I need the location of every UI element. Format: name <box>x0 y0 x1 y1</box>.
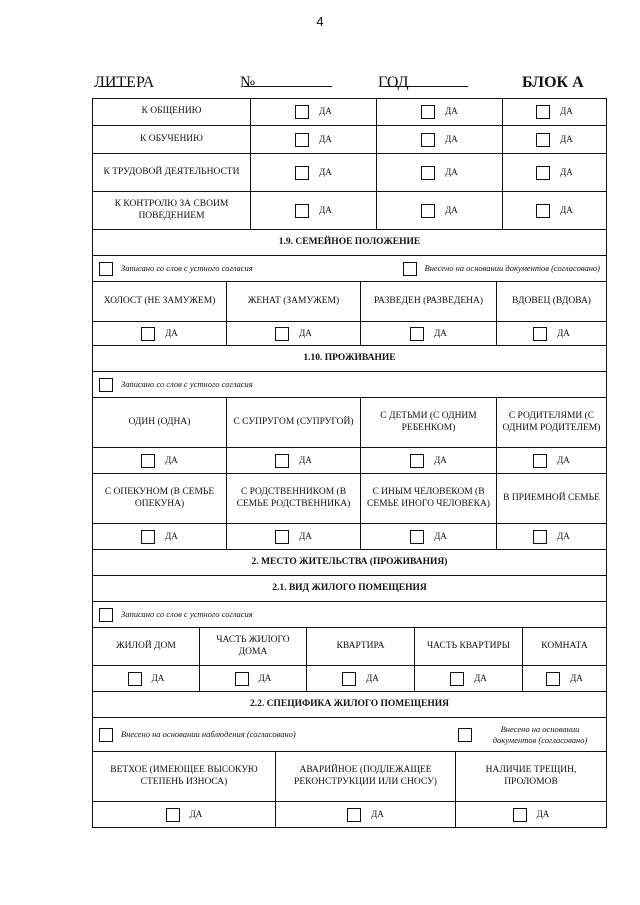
yes-label: ДА <box>165 454 178 465</box>
source-row <box>92 718 607 752</box>
ability-row <box>92 126 607 154</box>
living-yes-row <box>92 448 607 474</box>
documents-checkbox[interactable] <box>403 262 417 276</box>
oral-consent-label: Записано со слов с устного согласия <box>121 263 253 274</box>
yes-checkbox[interactable] <box>533 530 547 544</box>
ability-row <box>92 98 607 126</box>
living-options-row <box>92 474 607 524</box>
yes-checkbox[interactable] <box>513 808 527 822</box>
section-header <box>92 576 607 602</box>
option-label: ЧАСТЬ КВАРТИРЫ <box>415 628 523 665</box>
yes-checkbox[interactable] <box>235 672 249 686</box>
option-label: С РОДСТВЕННИКОМ (В СЕМЬЕ РОДСТВЕННИКА) <box>227 474 361 523</box>
option-label: ЧАСТЬ ЖИЛОГО ДОМА <box>200 628 307 665</box>
yes-label: ДА <box>445 166 458 177</box>
ability-row <box>92 192 607 230</box>
yes-label: ДА <box>189 808 203 819</box>
section-header <box>92 346 607 372</box>
yes-checkbox[interactable] <box>166 808 180 822</box>
yes-label: ДА <box>445 133 458 144</box>
yes-label: ДА <box>319 133 332 144</box>
litera-label: ЛИТЕРА <box>94 74 155 91</box>
documents-label: Внесено на основании документов (согласовано) <box>492 723 588 745</box>
option-label: В ПРИЕМНОЙ СЕМЬЕ <box>503 492 600 503</box>
yes-label: ДА <box>557 454 570 465</box>
section-title: 1.9. СЕМЕЙНОЕ ПОЛОЖЕНИЕ <box>278 236 421 247</box>
oral-consent-checkbox[interactable] <box>99 378 113 392</box>
section-title: 2. МЕСТО ЖИТЕЛЬСТВА (ПРОЖИВАНИЯ) <box>251 556 448 567</box>
number-label: № <box>240 74 256 91</box>
option-label: КВАРТИРА <box>307 628 415 665</box>
option-label: ОДИН (ОДНА) <box>93 398 227 447</box>
form-header <box>94 74 606 94</box>
yes-label: ДА <box>474 672 487 683</box>
yes-label: ДА <box>560 106 573 117</box>
yes-label: ДА <box>299 454 312 465</box>
yes-label: ДА <box>570 672 583 683</box>
yes-label: ДА <box>319 204 332 215</box>
option-label: С ОПЕКУНОМ (В СЕМЬЕ ОПЕКУНА) <box>93 474 227 523</box>
yes-label: ДА <box>299 530 312 541</box>
yes-label: ДА <box>536 808 550 819</box>
yes-label: ДА <box>560 166 573 177</box>
year-label: ГОД <box>378 74 409 91</box>
spec-options-row <box>92 752 607 802</box>
option-label: НАЛИЧИЕ ТРЕЩИН, ПРОЛОМОВ <box>485 764 577 787</box>
option-label: ЖЕНАТ (ЗАМУЖЕМ) <box>227 282 361 321</box>
family-options-row <box>92 282 607 322</box>
yes-label: ДА <box>258 672 272 683</box>
option-label: РАЗВЕДЕН (РАЗВЕДЕНА) <box>361 282 497 321</box>
option-label: С ИНЫМ ЧЕЛОВЕКОМ (В СЕМЬЕ ИНОГО ЧЕЛОВЕКА) <box>361 474 497 523</box>
option-label: С ДЕТЬМИ (С ОДНИМ РЕБЕНКОМ) <box>361 398 497 447</box>
option-label: ХОЛОСТ (НЕ ЗАМУЖЕМ) <box>93 282 227 321</box>
option-label: АВАРИЙНОЕ (ПОДЛЕЖАЩЕЕ РЕКОНСТРУКЦИИ ИЛИ СНОСУ) <box>276 752 456 801</box>
ability-row <box>92 154 607 192</box>
yes-checkbox[interactable] <box>536 166 550 180</box>
option-label: ВЕТХОЕ (ИМЕЮЩЕЕ ВЫСОКУЮ СТЕПЕНЬ ИЗНОСА) <box>93 752 276 801</box>
living-yes-row <box>92 524 607 550</box>
yes-checkbox[interactable] <box>295 133 309 147</box>
yes-checkbox[interactable] <box>450 672 464 686</box>
yes-checkbox[interactable] <box>342 672 356 686</box>
yes-label: ДА <box>319 166 332 177</box>
documents-checkbox[interactable] <box>458 728 472 742</box>
yes-label: ДА <box>299 327 312 338</box>
yes-label: ДА <box>434 327 447 338</box>
yes-label: ДА <box>434 454 447 465</box>
yes-checkbox[interactable] <box>128 672 142 686</box>
yes-label: ДА <box>445 106 458 117</box>
yes-checkbox[interactable] <box>533 327 547 341</box>
ability-label: К ТРУДОВОЙ ДЕЯТЕЛЬНОСТИ <box>93 154 251 191</box>
documents-label: Внесено на основании документов (согласовано) <box>424 263 600 274</box>
yes-checkbox[interactable] <box>421 105 435 119</box>
yes-label: ДА <box>165 327 178 338</box>
source-row <box>92 372 607 398</box>
yes-checkbox[interactable] <box>421 133 435 147</box>
yes-checkbox[interactable] <box>141 530 155 544</box>
yes-checkbox[interactable] <box>410 454 424 468</box>
dwelling-kinds-row <box>92 628 607 666</box>
yes-label: ДА <box>371 808 384 819</box>
option-label: КОМНАТА <box>541 640 588 651</box>
yes-checkbox[interactable] <box>141 327 155 341</box>
page-number: 4 <box>316 14 324 29</box>
oral-consent-label: Записано со слов с устного согласия <box>121 609 253 620</box>
option-label: ВДОВЕЦ (ВДОВА) <box>512 295 591 306</box>
option-label: С СУПРУГОМ (СУПРУГОЙ) <box>227 398 361 447</box>
option-label: ЖИЛОЙ ДОМ <box>93 628 200 665</box>
yes-label: ДА <box>560 204 573 215</box>
ability-label: К КОНТРОЛЮ ЗА СВОИМ ПОВЕДЕНИЕМ <box>93 192 251 229</box>
yes-checkbox[interactable] <box>410 530 424 544</box>
source-row <box>92 256 607 282</box>
section-title: 2.1. ВИД ЖИЛОГО ПОМЕЩЕНИЯ <box>272 582 427 593</box>
spec-yes-row <box>92 802 607 828</box>
option-label: С РОДИТЕЛЯМИ (С ОДНИМ РОДИТЕЛЕМ) <box>502 410 601 433</box>
yes-checkbox[interactable] <box>275 530 289 544</box>
oral-consent-checkbox[interactable] <box>99 608 113 622</box>
yes-label: ДА <box>319 106 332 117</box>
living-options-row <box>92 398 607 448</box>
section-header <box>92 692 607 718</box>
yes-checkbox[interactable] <box>347 808 361 822</box>
ability-label: К ОБУЧЕНИЮ <box>93 126 251 153</box>
yes-checkbox[interactable] <box>410 327 424 341</box>
yes-label: ДА <box>557 327 570 338</box>
yes-label: ДА <box>366 672 379 683</box>
yes-label: ДА <box>560 133 573 144</box>
observation-checkbox[interactable] <box>99 728 113 742</box>
yes-checkbox[interactable] <box>533 454 547 468</box>
yes-checkbox[interactable] <box>141 454 155 468</box>
form-table <box>92 98 607 828</box>
section-title: 2.2. СПЕЦИФИКА ЖИЛОГО ПОМЕЩЕНИЯ <box>250 698 449 709</box>
oral-consent-label: Записано со слов с устного согласия <box>121 379 253 390</box>
yes-checkbox[interactable] <box>295 166 309 180</box>
yes-checkbox[interactable] <box>421 204 435 218</box>
block-label: БЛОК А <box>522 74 584 91</box>
oral-consent-checkbox[interactable] <box>99 262 113 276</box>
section-title: 1.10. ПРОЖИВАНИЕ <box>303 352 396 363</box>
yes-checkbox[interactable] <box>536 204 550 218</box>
yes-checkbox[interactable] <box>295 105 309 119</box>
yes-checkbox[interactable] <box>536 105 550 119</box>
yes-checkbox[interactable] <box>536 133 550 147</box>
section-header <box>92 230 607 256</box>
yes-checkbox[interactable] <box>275 327 289 341</box>
family-yes-row <box>92 322 607 346</box>
source-row <box>92 602 607 628</box>
yes-checkbox[interactable] <box>546 672 560 686</box>
yes-checkbox[interactable] <box>295 204 309 218</box>
observation-label: Внесено на основании наблюдения (согласовано) <box>121 729 296 740</box>
yes-label: ДА <box>165 530 178 541</box>
section-header <box>92 550 607 576</box>
ability-label: К ОБЩЕНИЮ <box>93 99 251 125</box>
dwelling-yes-row <box>92 666 607 692</box>
yes-label: ДА <box>557 530 570 541</box>
yes-label: ДА <box>151 672 165 683</box>
yes-checkbox[interactable] <box>421 166 435 180</box>
yes-label: ДА <box>445 204 458 215</box>
yes-label: ДА <box>434 530 447 541</box>
yes-checkbox[interactable] <box>275 454 289 468</box>
